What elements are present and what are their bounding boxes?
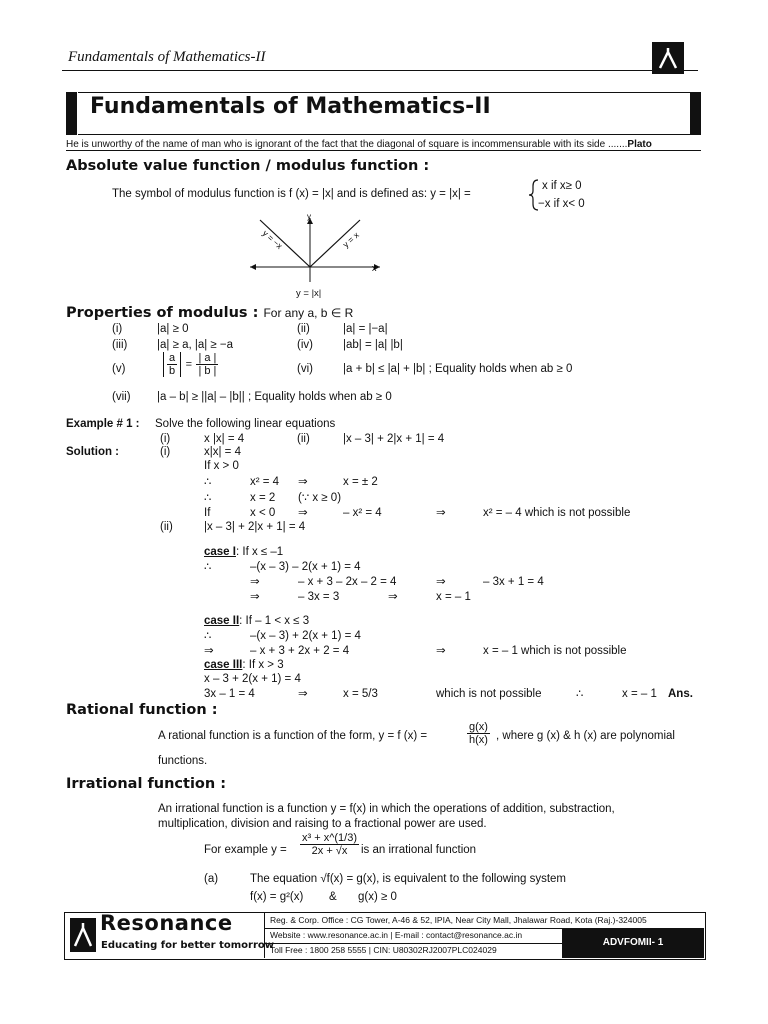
case-3-label: case III xyxy=(204,659,243,671)
abs-case-1: x if x≥ 0 xyxy=(542,180,582,192)
irrational-den: 2x + √x xyxy=(311,845,348,857)
props-heading xyxy=(66,305,353,321)
example-label: Example # 1 : xyxy=(66,418,140,430)
s2-num: (ii) xyxy=(160,521,173,533)
prop-1: |a| ≥ 0 xyxy=(157,323,189,335)
case-1-label: case I xyxy=(204,546,236,558)
footer-website[interactable]: Website : www.resonance.ac.in | E-mail : contact@resonance.ac.in xyxy=(270,930,523,940)
page-title: Fundamentals of Mathematics-II xyxy=(90,94,491,119)
c3d: x = 5/3 xyxy=(343,688,378,700)
s1-a4b: x < 0 xyxy=(250,507,276,519)
abs-intro: The symbol of modulus function is f (x) = |x| and is defined as: y = |x| = xyxy=(112,188,471,200)
c3e: which is not possible xyxy=(436,688,542,700)
prop-5-den-abs-b: | b | xyxy=(198,365,217,377)
case-1 xyxy=(204,545,283,559)
q2-num: (ii) xyxy=(297,433,310,445)
irrational-a-text: The equation √f(x) = g(x), is equivalent to the following system xyxy=(250,873,567,885)
case-2-label: case II xyxy=(204,615,240,627)
prop-5-eq: = xyxy=(185,358,193,371)
solution-label: Solution : xyxy=(66,446,120,458)
s1-a1: If x > 0 xyxy=(204,460,239,472)
prop-1-num: (i) xyxy=(112,323,123,335)
brand-tagline: Educating for better tomorrow xyxy=(101,940,274,951)
c1f: – 3x + 1 = 4 xyxy=(483,576,544,588)
s1-num: (i) xyxy=(160,446,171,458)
s1-a3b: x = 2 xyxy=(250,492,276,504)
rational-text-2: , where g (x) & h (x) are polynomial xyxy=(496,730,675,742)
example-statement: Solve the following linear equations xyxy=(155,418,336,430)
c1a: ∴ xyxy=(204,561,212,573)
quote-author: Plato xyxy=(627,139,652,150)
s1-a4d: – x² = 4 xyxy=(343,507,382,519)
y-label: y xyxy=(307,212,311,221)
s1-a2b: x² = 4 xyxy=(250,476,280,488)
prop-2-num: (ii) xyxy=(297,323,310,335)
prop-5-den-b: b xyxy=(169,365,176,377)
s1: x|x| = 4 xyxy=(204,446,241,458)
c2e: ⇒ xyxy=(436,645,446,657)
irrational-fraction xyxy=(300,832,359,857)
irrational-num: x³ + x^(1/3) xyxy=(302,832,357,844)
title-bar-right xyxy=(690,92,701,135)
s1-a3c: (∵ x ≥ 0) xyxy=(298,492,342,504)
c3f: ∴ xyxy=(576,688,584,700)
c1c: ⇒ xyxy=(250,576,260,588)
case-3-cond: : If x > 3 xyxy=(242,659,284,671)
case-2-cond: : If – 1 < x ≤ 3 xyxy=(239,615,310,627)
rational-text-1: A rational function is a function of the form, y = f (x) = xyxy=(158,730,428,742)
irrational-ex-post: is an irrational function xyxy=(361,844,477,856)
title-bar-left xyxy=(66,92,77,135)
c1i: ⇒ xyxy=(388,591,398,603)
q2: |x – 3| + 2|x + 1| = 4 xyxy=(343,433,445,445)
running-header: Fundamentals of Mathematics-II xyxy=(68,49,266,65)
abs-case-2: −x if x< 0 xyxy=(538,198,585,210)
prop-5-num-a: a xyxy=(169,352,176,364)
c3g: x = – 1 xyxy=(622,688,657,700)
abs-heading: Absolute value function / modulus function : xyxy=(66,158,430,174)
q1: x |x| = 4 xyxy=(204,433,245,445)
props-heading-text: Properties of modulus : xyxy=(66,305,259,321)
prop-3: |a| ≥ a, |a| ≥ −a xyxy=(157,339,234,351)
rational-fraction xyxy=(467,721,490,746)
irrational-sys-2: g(x) ≥ 0 xyxy=(358,891,397,903)
footer-tollfree: Toll Free : 1800 258 5555 | CIN: U80302RJ2007PLC024029 xyxy=(270,945,497,955)
c2a: ∴ xyxy=(204,630,212,642)
graph-caption: y = |x| xyxy=(296,288,322,299)
answer-label: Ans. xyxy=(668,688,693,700)
prop-6: |a + b| ≤ |a| + |b| ; Equality holds when ab ≥ 0 xyxy=(343,363,573,375)
prop-4: |ab| = |a| |b| xyxy=(343,339,403,351)
c3b: 3x – 1 = 4 xyxy=(204,688,255,700)
header-rule xyxy=(62,70,698,71)
case-1-cond: : If x ≤ –1 xyxy=(235,546,284,558)
title-bar-top xyxy=(78,92,690,93)
prop-4-num: (iv) xyxy=(297,339,313,351)
rational-heading: Rational function : xyxy=(66,702,218,718)
irrational-sys-amp: & xyxy=(329,891,337,903)
c2c: ⇒ xyxy=(204,645,214,657)
c2d: – x + 3 + 2x + 2 = 4 xyxy=(250,645,350,657)
s1-a2a: ∴ xyxy=(204,476,212,488)
c3a: x – 3 + 2(x + 1) = 4 xyxy=(204,673,301,685)
x-label: x xyxy=(372,263,377,273)
header-logo-icon xyxy=(652,42,684,74)
prop-7: |a – b| ≥ ||a| – |b|| ; Equality holds when ab ≥ 0 xyxy=(157,391,392,403)
quote-text: He is unworthy of the name of man who is ignorant of the fact that the diagonal of square is incommensurable with its side ....... xyxy=(66,139,628,150)
c2b: –(x – 3) + 2(x + 1) = 4 xyxy=(250,630,361,642)
resonance-logo-icon xyxy=(70,918,96,952)
irrational-p1: An irrational function is a function y = f(x) in which the operations of addition, substraction, xyxy=(158,803,615,815)
title-bar-bottom xyxy=(78,134,690,135)
c1d: – x + 3 – 2x – 2 = 4 xyxy=(298,576,397,588)
s1-a4c: ⇒ xyxy=(298,507,308,519)
c1b: –(x – 3) – 2(x + 1) = 4 xyxy=(250,561,361,573)
c1j: x = – 1 xyxy=(436,591,471,603)
s1-a3a: ∴ xyxy=(204,492,212,504)
s1-a4e: ⇒ xyxy=(436,507,446,519)
irrational-a-num: (a) xyxy=(204,873,219,885)
rational-den: h(x) xyxy=(469,734,488,746)
s1-a4a: If xyxy=(204,507,211,519)
s1-a2d: x = ± 2 xyxy=(343,476,378,488)
irrational-heading: Irrational function : xyxy=(66,776,227,792)
case-3 xyxy=(204,658,284,672)
s1-a2c: ⇒ xyxy=(298,476,308,488)
c1e: ⇒ xyxy=(436,576,446,588)
q1-num: (i) xyxy=(160,433,171,445)
c1g: ⇒ xyxy=(250,591,260,603)
c3c: ⇒ xyxy=(298,688,308,700)
s2: |x – 3| + 2|x + 1| = 4 xyxy=(204,521,306,533)
footer-rule-2 xyxy=(265,943,562,944)
brand-name: Resonance xyxy=(100,911,233,935)
prop-5-num: (v) xyxy=(112,363,126,375)
prop-7-num: (vii) xyxy=(112,391,131,403)
irrational-p2: multiplication, division and raising to a fractional power are used. xyxy=(158,818,487,830)
c2f: x = – 1 which is not possible xyxy=(483,645,627,657)
right-line-label: y = x xyxy=(340,229,361,250)
rational-text-3: functions. xyxy=(158,755,208,767)
prop-6-num: (vi) xyxy=(297,363,313,375)
irrational-ex-pre: For example y = xyxy=(204,844,287,856)
case-2 xyxy=(204,614,309,628)
prop-5 xyxy=(163,352,218,377)
footer-office: Reg. & Corp. Office : CG Tower, A-46 & 52, IPIA, Near City Mall, Jhalawar Road, Kota (Raj.)-324005 xyxy=(270,915,647,925)
irrational-sys-1: f(x) = g²(x) xyxy=(250,891,304,903)
left-line-label: y = −x xyxy=(260,228,285,251)
props-qualifier: For any a, b ∈ R xyxy=(263,306,354,320)
rational-num: g(x) xyxy=(469,721,488,733)
page-code: ADVFOMII- 1 xyxy=(602,937,664,948)
prop-2: |a| = |−a| xyxy=(343,323,388,335)
quote-rule xyxy=(66,150,701,151)
c1h: – 3x = 3 xyxy=(298,591,340,603)
prop-3-num: (iii) xyxy=(112,339,128,351)
prop-5-num-abs-a: | a | xyxy=(198,352,217,364)
s1-a4f: x² = – 4 which is not possible xyxy=(483,507,631,519)
